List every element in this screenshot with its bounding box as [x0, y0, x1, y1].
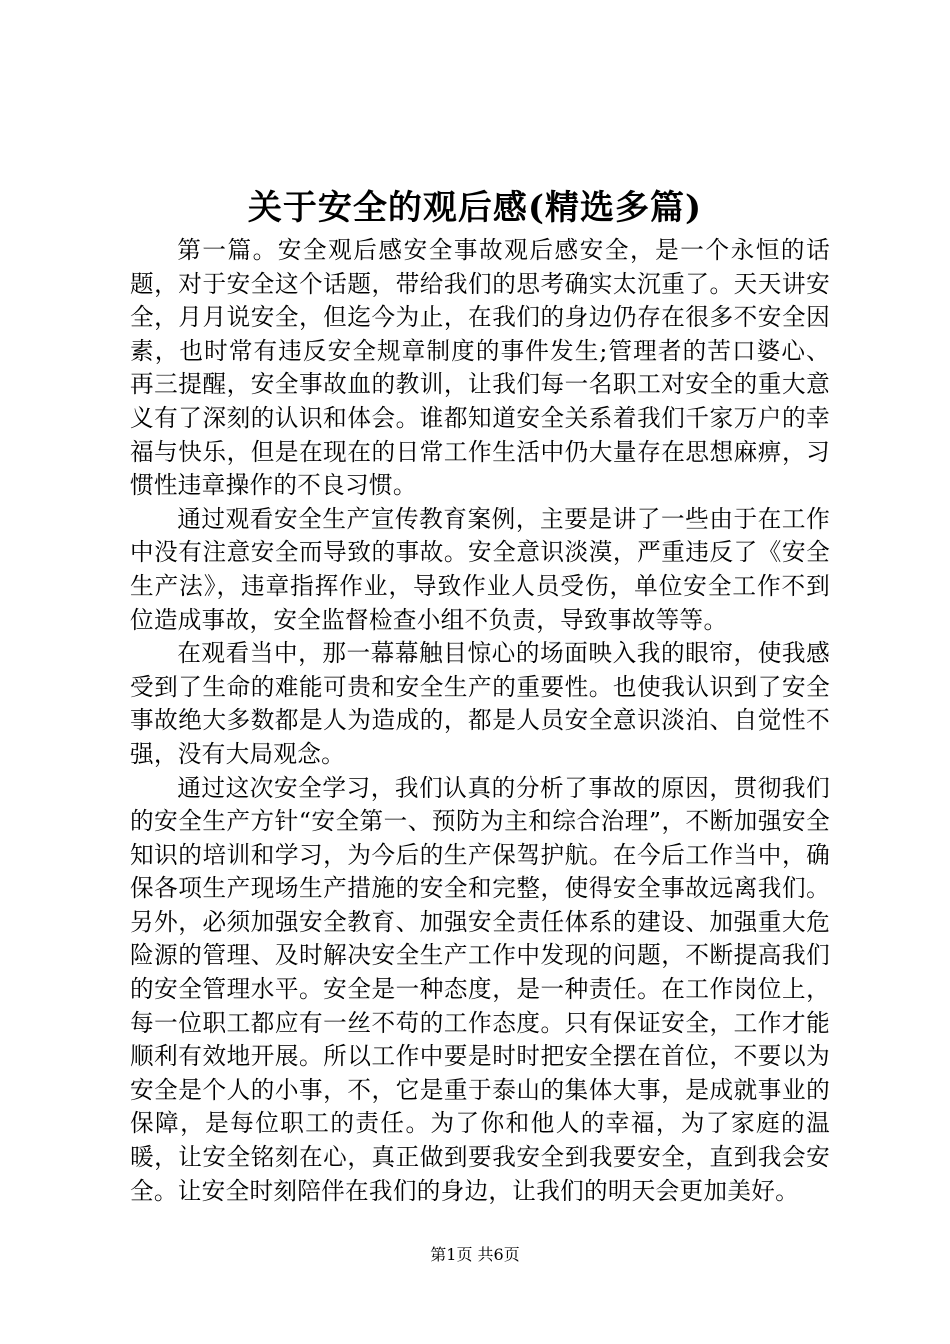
paragraph-3: 在观看当中，那一幕幕触目惊心的场面映入我的眼帘，使我感受到了生命的难能可贵和安全生产的重要性。也使我认识到了安全事故绝大多数都是人为造成的，都是人员安全意识淡泊、自觉性不强，没有大局观念。: [130, 639, 830, 768]
document-body: [130, 234, 830, 1208]
paragraph-1: 第一篇。安全观后感安全事故观后感安全，是一个永恒的话题，对于安全这个话题，带给我们的思考确实太沉重了。天天讲安全，月月说安全，但迄今为止，在我们的身边仍存在很多不安全因素，也时常有违反安全规章制度的事件发生;管理者的苦口婆心、再三提醒，安全事故血的教训，让我们每一名职工对安全的重大意义有了深刻的认识和体会。谁都知道安全关系着我们千家万户的幸福与快乐，但是在现在的日常工作生活中仍大量存在思想麻痹，习惯性违章操作的不良习惯。: [130, 236, 830, 500]
page-number-footer: 第1页 共6页: [430, 1245, 520, 1264]
paragraph-4: 通过这次安全学习，我们认真的分析了事故的原因，贯彻我们的安全生产方针“安全第一、预防为主和综合治理”，不断加强安全知识的培训和学习，为今后的生产保驾护航。在今后工作当中，确保各项生产现场生产措施的安全和完整，使得安全事故远离我们。另外，必须加强安全教育、加强安全责任体系的建设、加强重大危险源的管理、及时解决安全生产工作中发现的问题，不断提高我们的安全管理水平。安全是一种态度，是一种责任。在工作岗位上，每一位职工都应有一丝不苟的工作态度。只有保证安全，工作才能顺利有效地开展。所以工作中要是时时把安全摆在首位，不要以为安全是个人的小事，不，它是重于泰山的集体大事，是成就事业的保障，是每位职工的责任。为了你和他人的幸福，为了家庭的温暖，让安全铭刻在心，真正做到要我安全到我要安全，直到我会安全。让安全时刻陪伴在我们的身边，让我们的明天会更加美好。: [130, 773, 830, 1205]
paragraph-2: 通过观看安全生产宣传教育案例，主要是讲了一些由于在工作中没有注意安全而导致的事故。安全意识淡漠，严重违反了《安全生产法》，违章指挥作业，导致作业人员受伤，单位安全工作不到位造成事故，安全监督检查小组不负责，导致事故等等。: [130, 504, 830, 634]
document-title: 关于安全的观后感(精选多篇): [247, 188, 703, 228]
